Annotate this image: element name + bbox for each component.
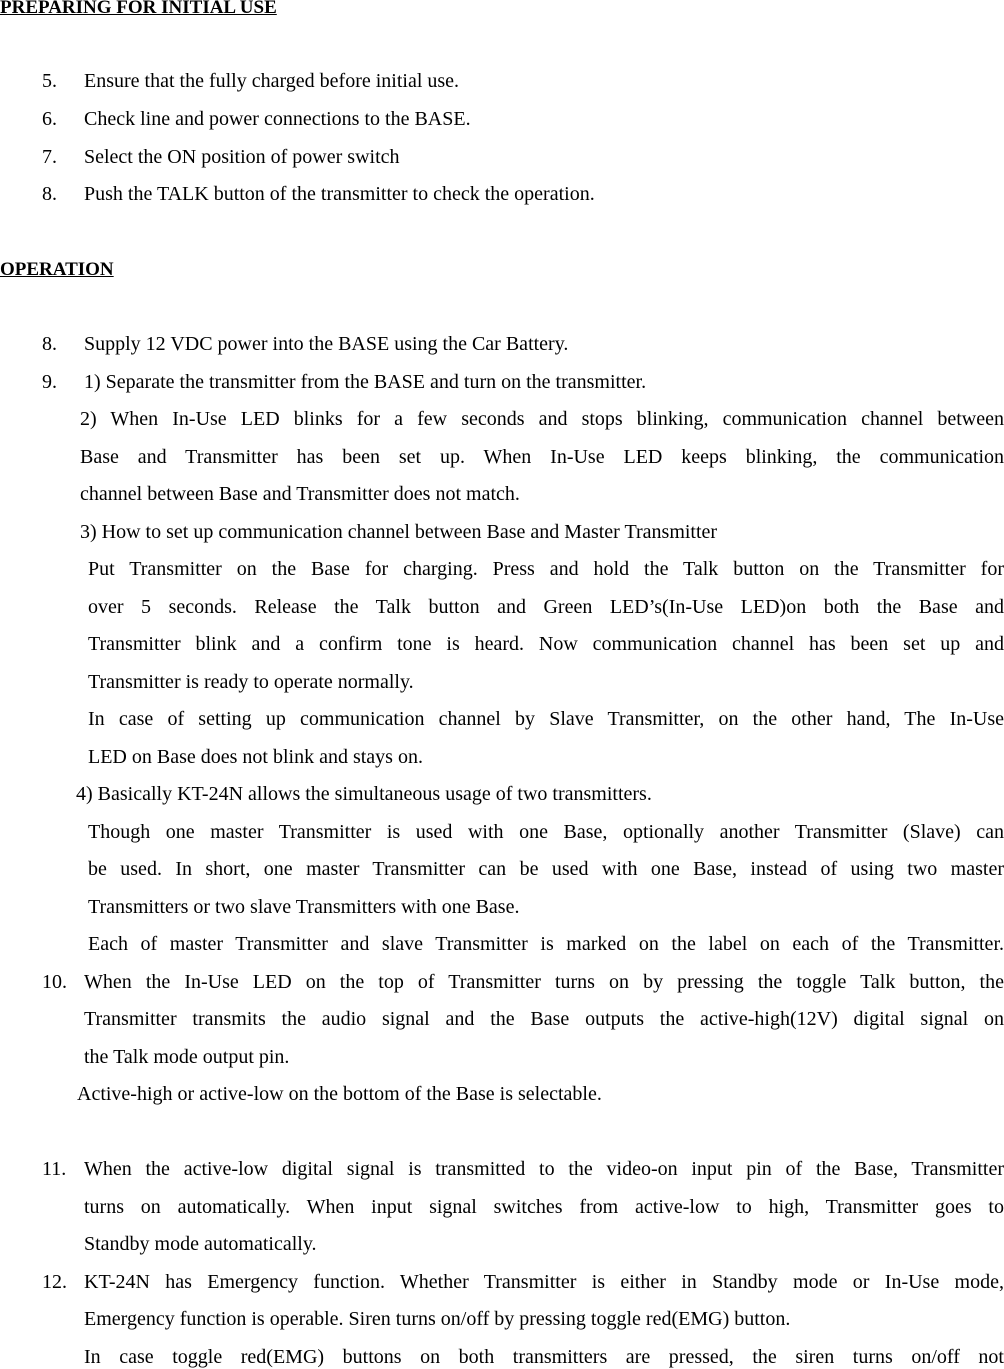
sub-step-3-para-line: In case of setting up communication channel by Slave Transmitter, on the other hand, The In-Use: [88, 708, 1004, 730]
list-number: 9.: [42, 371, 57, 393]
sub-step-3-para-line: Transmitter blink and a confirm tone is heard. Now communication channel has been set up and: [88, 633, 1004, 655]
list-number: 11.: [42, 1158, 67, 1180]
list-item-line: turns on automatically. When input signal switches from active-low to high, Transmitter goes to: [84, 1196, 1004, 1218]
section-heading-preparing: PREPARING FOR INITIAL USE: [0, 0, 277, 18]
sub-step-3-para-line: Transmitter is ready to operate normally.: [88, 671, 414, 693]
sub-step-3-para-line: over 5 seconds. Release the Talk button and Green LED’s(In-Use LED)on both the Base and: [88, 596, 1004, 618]
section-heading-operation: OPERATION: [0, 259, 114, 280]
list-number: 10.: [42, 971, 67, 993]
list-item-line: When the active-low digital signal is transmitted to the video-on input pin of the Base, Transmitter: [84, 1158, 1004, 1180]
sub-step-2-line: 2) When In-Use LED blinks for a few seconds and stops blinking, communication channel between: [80, 408, 1004, 430]
list-number: 8.: [42, 333, 57, 355]
list-item-text: Select the ON position of power switch: [84, 146, 400, 168]
sub-step-1: 1) Separate the transmitter from the BASE and turn on the transmitter.: [84, 371, 647, 393]
sub-step-4-para-line: Though one master Transmitter is used with one Base, optionally another Transmitter (Slave) can: [88, 821, 1004, 843]
sub-step-3-para-line: LED on Base does not blink and stays on.: [88, 746, 423, 768]
list-number: 6.: [42, 108, 57, 130]
list-item-text: Push the TALK button of the transmitter to check the operation.: [84, 183, 595, 205]
sub-step-4-para-line: Each of master Transmitter and slave Transmitter is marked on the label on each of the Transmitter.: [88, 933, 1004, 955]
list-item-line: KT-24N has Emergency function. Whether Transmitter is either in Standby mode or In-Use mode,: [84, 1271, 1004, 1293]
list-number: 8.: [42, 183, 57, 205]
sub-step-2-line: Base and Transmitter has been set up. When In-Use LED keeps blinking, the communication: [80, 446, 1004, 468]
sub-step-4-para-line: be used. In short, one master Transmitter can be used with one Base, instead of using two master: [88, 858, 1004, 880]
list-item-text: Check line and power connections to the BASE.: [84, 108, 471, 130]
list-item-line: Standby mode automatically.: [84, 1233, 317, 1255]
list-item-note: Active-high or active-low on the bottom of the Base is selectable.: [77, 1083, 602, 1105]
sub-step-2-line: channel between Base and Transmitter does not match.: [80, 483, 520, 505]
list-item-line: Emergency function is operable. Siren turns on/off by pressing toggle red(EMG) button.: [84, 1308, 791, 1330]
list-item-line: When the In-Use LED on the top of Transmitter turns on by pressing the toggle Talk button, the: [84, 971, 1004, 993]
sub-step-4-para-line: Transmitters or two slave Transmitters with one Base.: [88, 896, 520, 918]
list-number: 5.: [42, 70, 57, 92]
list-item-text: Ensure that the fully charged before initial use.: [84, 70, 460, 92]
list-item-line: In case toggle red(EMG) buttons on both transmitters are pressed, the siren turns on/off not: [84, 1346, 1004, 1368]
list-item-line: the Talk mode output pin.: [84, 1046, 290, 1068]
list-item-text: Supply 12 VDC power into the BASE using the Car Battery.: [84, 333, 569, 355]
sub-step-4: 4) Basically KT-24N allows the simultaneous usage of two transmitters.: [76, 783, 652, 805]
list-item-line: Transmitter transmits the audio signal and the Base outputs the active-high(12V) digital signal on: [84, 1008, 1004, 1030]
sub-step-3-para-line: Put Transmitter on the Base for charging. Press and hold the Talk button on the Transmitter for: [88, 558, 1004, 580]
list-number: 12.: [42, 1271, 67, 1293]
list-number: 7.: [42, 146, 57, 168]
sub-step-3: 3) How to set up communication channel between Base and Master Transmitter: [80, 521, 718, 543]
